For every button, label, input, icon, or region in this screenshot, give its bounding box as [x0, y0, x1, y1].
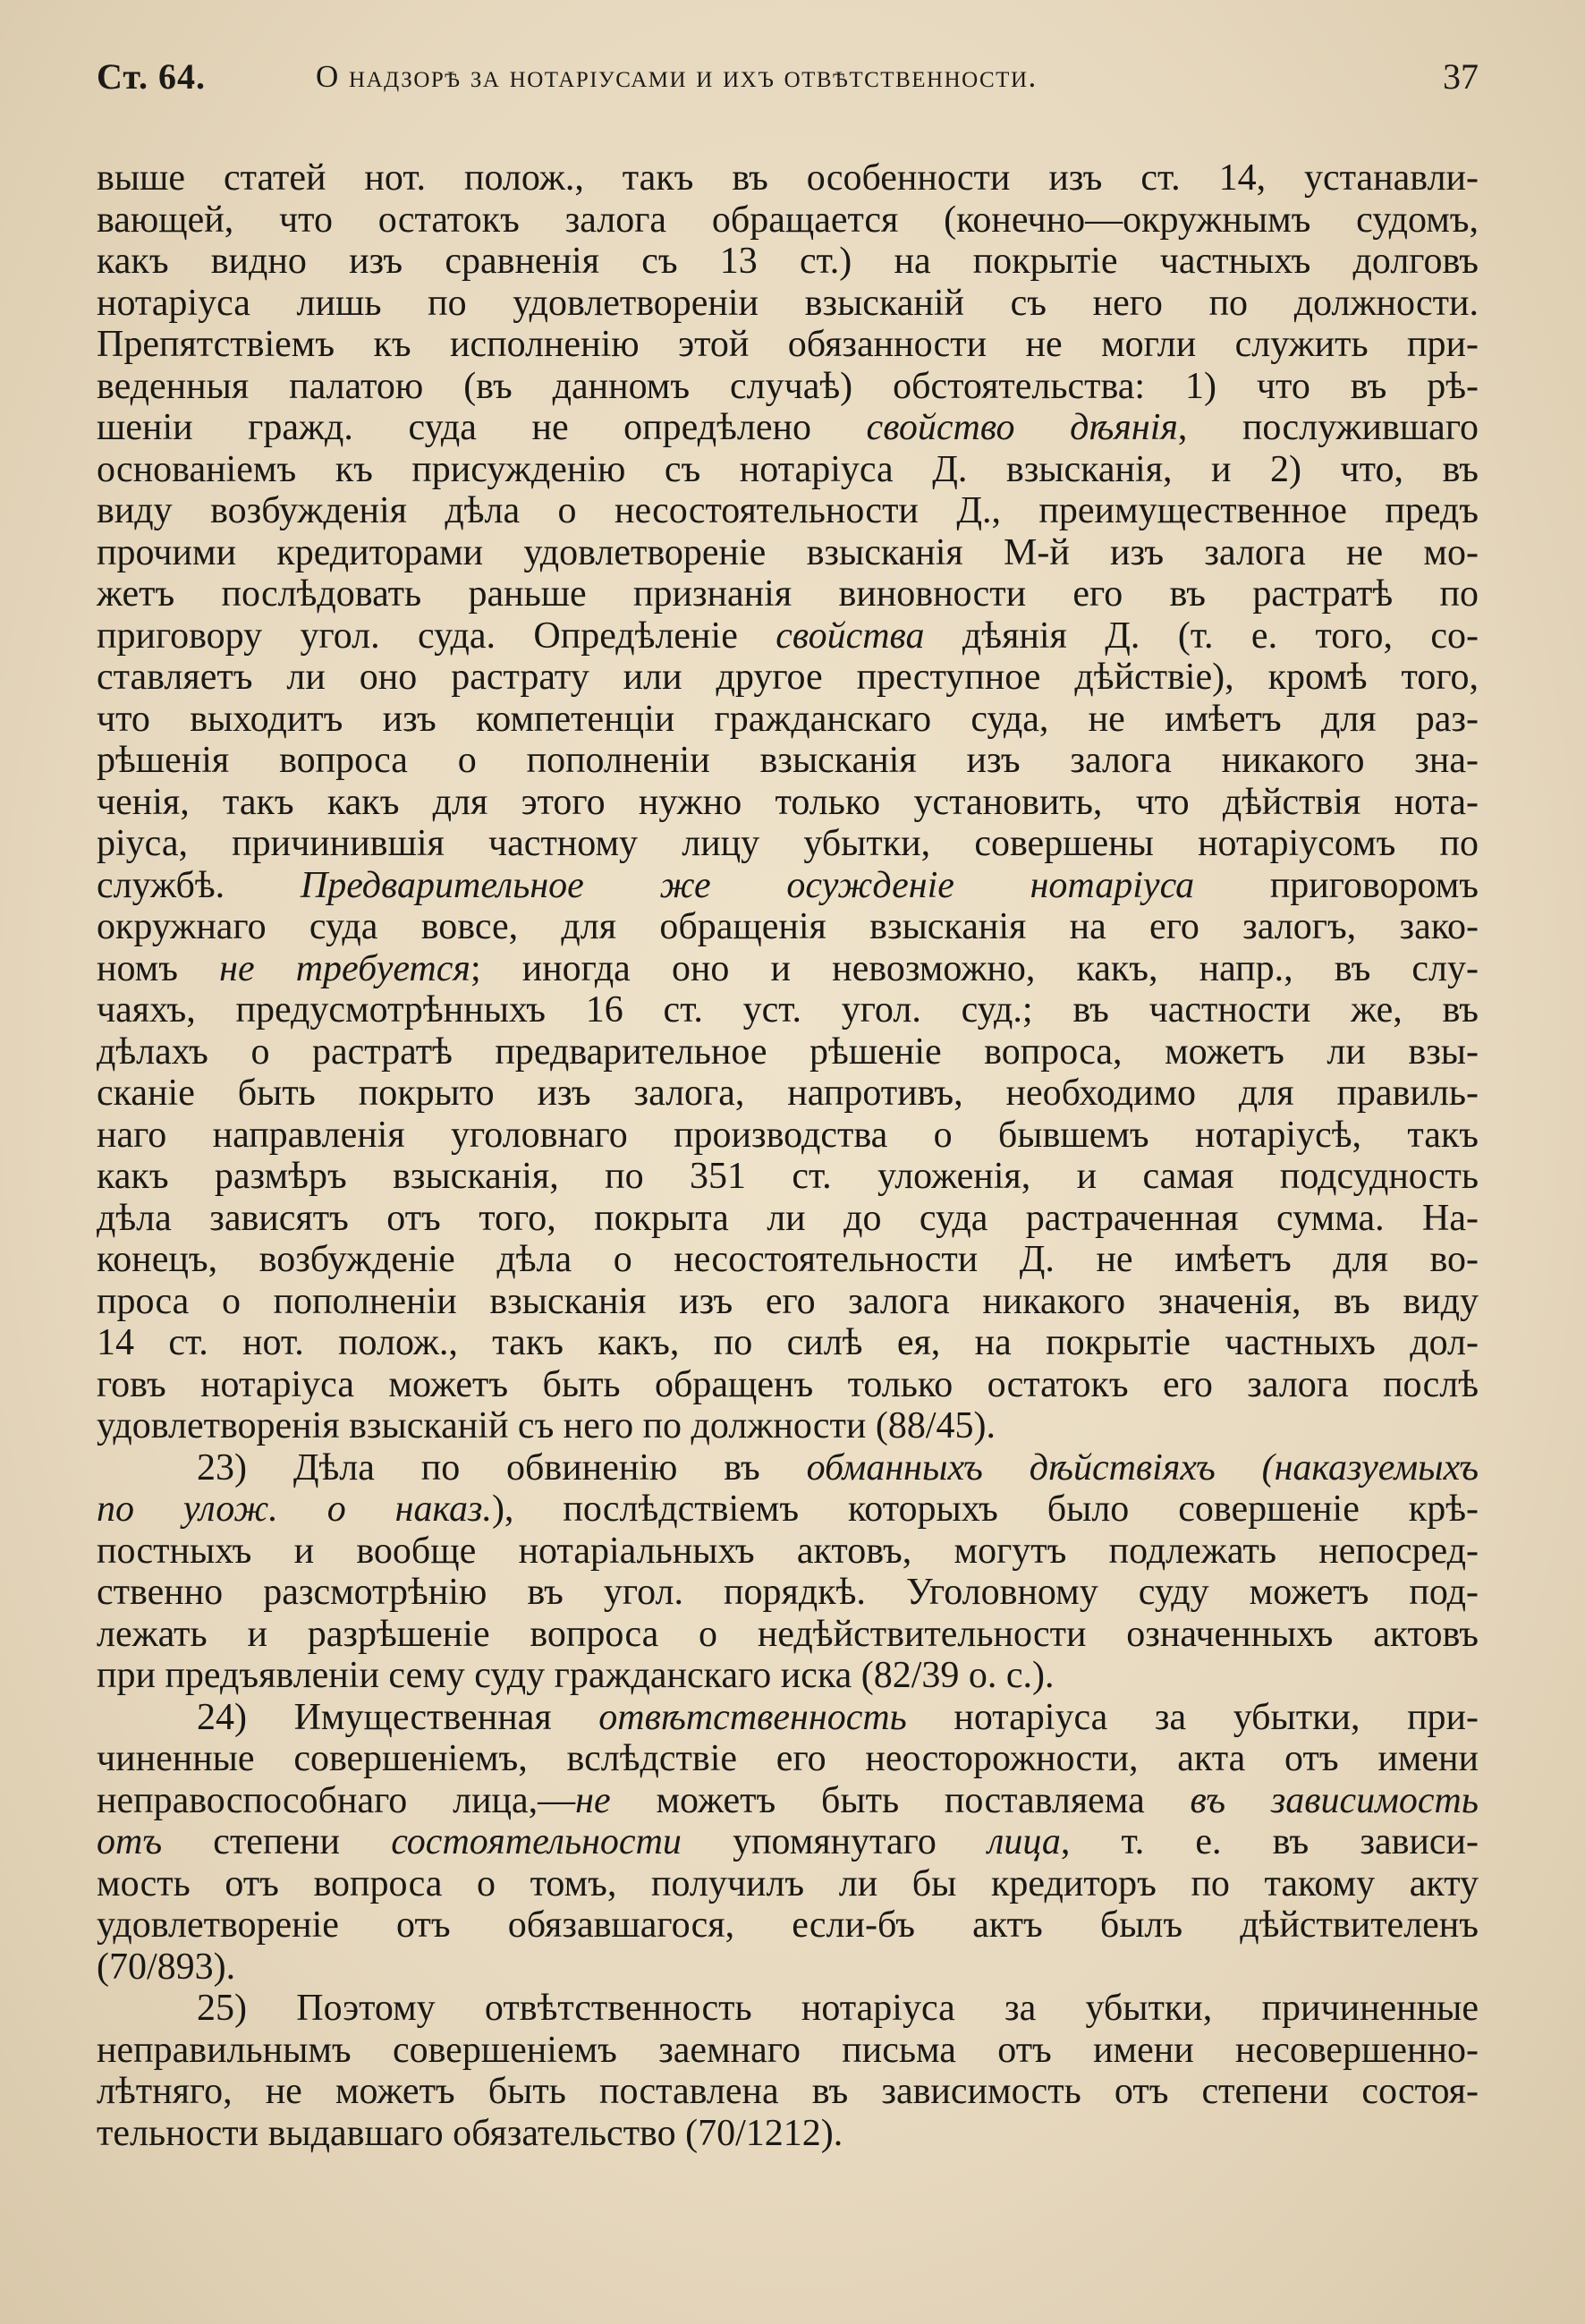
text-run: какъ видно изъ сравненія съ 13 ст.) на покрытіе частныхъ долговъ — [97, 241, 1479, 282]
text-line — [97, 782, 1479, 824]
text-line — [97, 1156, 1479, 1198]
text-line — [97, 699, 1479, 741]
text-run: наго направленія уголовнаго производства о бывшемъ нотаріусѣ, такъ — [97, 1114, 1479, 1156]
running-header — [97, 55, 1479, 118]
text-run: дѣла зависятъ отъ того, покрыта ли до суда растраченная сумма. На- — [97, 1197, 1479, 1239]
text-line — [97, 366, 1479, 408]
text-line — [97, 1821, 1479, 1863]
text-line — [97, 1988, 1479, 2030]
text-run: чиненные совершеніемъ, вслѣдствіе его неосторожности, акта отъ имени — [97, 1738, 1479, 1779]
text-line — [97, 1947, 1479, 1989]
italic-text: въ зависимость — [1190, 1779, 1479, 1821]
text-line — [97, 1780, 1479, 1822]
text-run: , т. е. въ зависи- — [1060, 1821, 1479, 1862]
text-run: чаяхъ, предусмотрѣнныхъ 16 ст. уст. угол. суд.; въ частности же, въ — [97, 989, 1479, 1031]
text-line — [97, 823, 1479, 865]
text-line — [97, 1364, 1479, 1406]
italic-text: отъ — [97, 1821, 163, 1862]
text-run: 24) Имущественная — [197, 1696, 599, 1738]
text-line — [97, 1904, 1479, 1947]
text-line — [97, 1572, 1479, 1614]
text-run: номъ — [97, 947, 220, 989]
italic-text: Предварительное же осужденіе нотаріуса — [300, 864, 1195, 906]
text-run: ), послѣдствіемъ которыхъ было совершеніе крѣ- — [491, 1489, 1479, 1530]
text-run: окружнаго суда вовсе, для обращенія взысканія на его залогъ, зако- — [97, 906, 1479, 947]
text-run: мость отъ вопроса о томъ, получилъ ли бы кредиторъ по такому акту — [97, 1862, 1479, 1904]
text-line — [97, 490, 1479, 532]
running-title: О надзорѣ за нотаріусами и ихъ отвѣтственности. — [316, 59, 1038, 94]
text-line — [97, 1281, 1479, 1323]
text-run: рѣшенія вопроса о пополненіи взысканія изъ залога никакого зна- — [97, 740, 1479, 781]
text-run: Препятствіемъ къ исполненію этой обязанности не могли служить при- — [97, 324, 1479, 365]
italic-text: свойство дѣянія — [866, 407, 1178, 448]
text-line — [97, 2030, 1479, 2072]
italic-text: отвѣтственность — [598, 1696, 907, 1738]
text-run: говъ нотаріуса можетъ быть обращенъ только остатокъ его залога послѣ — [97, 1363, 1479, 1405]
text-line — [97, 906, 1479, 948]
text-line — [97, 989, 1479, 1031]
text-run: ченія, такъ какъ для этого нужно только установить, что дѣйствія нота- — [97, 781, 1479, 823]
text-line — [97, 1239, 1479, 1281]
text-line — [97, 1863, 1479, 1905]
italic-text: не требуется — [219, 947, 470, 989]
text-run: службѣ. — [97, 864, 301, 906]
text-run: удовлетворенія взысканій съ него по должности (88/45). — [97, 1405, 996, 1446]
text-run: шеніи гражд. суда не опредѣлено — [97, 407, 867, 448]
text-line — [97, 1614, 1479, 1656]
text-run: дѣянія Д. (т. е. того, со- — [924, 615, 1479, 657]
text-run: нотаріуса лишь по удовлетвореніи взысканій съ него по должности. — [97, 282, 1479, 324]
text-run: жетъ послѣдовать раньше признанія виновности его въ растратѣ по — [97, 573, 1479, 615]
text-line — [97, 1738, 1479, 1780]
text-line — [97, 1198, 1479, 1240]
text-line — [97, 407, 1479, 449]
text-run: неправоспособнаго лица,— — [97, 1779, 576, 1821]
text-line — [97, 865, 1479, 907]
text-run: 14 ст. нот. полож., такъ какъ, по силѣ ея, на покрытіе частныхъ дол- — [97, 1322, 1479, 1363]
text-line — [97, 324, 1479, 366]
text-run: 23) Дѣла по обвиненію въ — [197, 1446, 807, 1489]
text-line — [97, 1322, 1479, 1364]
text-run: ставляетъ ли оно растрату или другое преступное дѣйствіе), кромѣ того, — [97, 657, 1479, 698]
text-run: сканіе быть покрыто изъ залога, напротивъ, необходимо для правиль- — [97, 1073, 1479, 1114]
text-line — [97, 1405, 1479, 1447]
text-line — [97, 657, 1479, 699]
text-run: , послужившаго — [1177, 407, 1479, 448]
text-line — [97, 241, 1479, 283]
italic-text: не — [575, 1779, 611, 1821]
text-run: вающей, что остатокъ залога обращается (конечно—окружнымъ судомъ, — [97, 199, 1479, 241]
text-run: приговору угол. суда. Опредѣленіе — [97, 615, 776, 657]
text-run: тельности выдавшаго обязательство (70/1212). — [97, 2112, 843, 2154]
text-line — [97, 199, 1479, 242]
article-number: Ст. 64. — [97, 56, 206, 97]
text-run: степени — [162, 1821, 392, 1862]
text-line — [97, 449, 1479, 491]
page-number: 37 — [1443, 56, 1479, 97]
text-line — [97, 948, 1479, 990]
text-run: приговоромъ — [1194, 864, 1479, 906]
text-line — [97, 1489, 1479, 1531]
text-run: ственно разсмотрѣнію въ угол. порядкѣ. Уголовному суду можетъ под- — [97, 1572, 1479, 1613]
italic-text: обманныхъ дѣйствіяхъ (наказуемыхъ — [806, 1446, 1479, 1489]
text-run: прочими кредиторами удовлетвореніе взысканія М-й изъ залога не мо- — [97, 531, 1479, 573]
text-line — [97, 573, 1479, 615]
italic-text: по улож. о наказ. — [97, 1489, 492, 1530]
text-run: конецъ, возбужденіе дѣла о несостоятельности Д. не имѣетъ для во- — [97, 1239, 1479, 1280]
text-line — [97, 2071, 1479, 2113]
text-line — [97, 740, 1479, 782]
text-run: дѣлахъ о растратѣ предварительное рѣшеніе вопроса, можетъ ли взы- — [97, 1031, 1479, 1073]
text-run: виду возбужденія дѣла о несостоятельности Д., преимущественное предъ — [97, 490, 1479, 531]
text-line — [97, 1447, 1479, 1489]
text-run: упомянутаго — [681, 1821, 987, 1862]
text-run: веденныя палатою (въ данномъ случаѣ) обстоятельства: 1) что въ рѣ- — [97, 365, 1479, 407]
text-run: лѣтняго, не можетъ быть поставлена въ зависимость отъ степени состоя- — [97, 2071, 1479, 2112]
text-line — [97, 1697, 1479, 1739]
text-run: постныхъ и вообще нотаріальныхъ актовъ, могутъ подлежать непосред- — [97, 1530, 1479, 1572]
text-run: проса о пополненіи взысканія изъ его залога никакого значенія, въ виду — [97, 1280, 1479, 1322]
text-run: ; иногда оно и невозможно, какъ, напр., въ слу- — [470, 947, 1479, 989]
text-run: удовлетвореніе отъ обязавшагося, если-бъ актъ былъ дѣйствителенъ — [97, 1904, 1479, 1946]
text-line — [97, 1115, 1479, 1157]
text-line — [97, 1655, 1479, 1697]
text-run: при предъявленіи сему суду гражданскаго иска (82/39 о. с.). — [97, 1655, 1055, 1696]
text-line — [97, 532, 1479, 574]
text-run: что выходитъ изъ компетенціи гражданскаго суда, не имѣетъ для раз- — [97, 698, 1479, 740]
text-line — [97, 615, 1479, 657]
italic-text: свойства — [776, 615, 925, 657]
text-line — [97, 2113, 1479, 2155]
text-line — [97, 1031, 1479, 1073]
text-run: лежать и разрѣшеніе вопроса о недѣйствительности означенныхъ актовъ — [97, 1613, 1479, 1655]
text-run: можетъ быть поставляема — [610, 1779, 1191, 1821]
text-line — [97, 1073, 1479, 1115]
text-line — [97, 157, 1479, 199]
text-run: 25) Поэтому отвѣтственность нотаріуса за убытки, причиненные — [197, 1988, 1479, 2029]
text-line — [97, 1531, 1479, 1573]
text-run: нотаріуса за убытки, при- — [906, 1696, 1479, 1738]
text-run: основаніемъ къ присужденію съ нотаріуса Д. взысканія, и 2) что, въ — [97, 448, 1479, 490]
italic-text: лица — [987, 1821, 1061, 1862]
text-run: ріуса, причинившія частному лицу убытки, совершены нотаріусомъ по — [97, 823, 1479, 864]
text-line — [97, 283, 1479, 325]
page-body-text — [97, 157, 1479, 2154]
text-run: (70/893). — [97, 1946, 236, 1988]
text-run: какъ размѣръ взысканія, по 351 ст. уложенія, и самая подсудность — [97, 1156, 1479, 1197]
text-run: выше статей нот. полож., такъ въ особенности изъ ст. 14, устанавли- — [97, 157, 1479, 199]
text-run: неправильнымъ совершеніемъ заемнаго письма отъ имени несовершенно- — [97, 2029, 1479, 2071]
italic-text: состоятельности — [391, 1821, 682, 1862]
